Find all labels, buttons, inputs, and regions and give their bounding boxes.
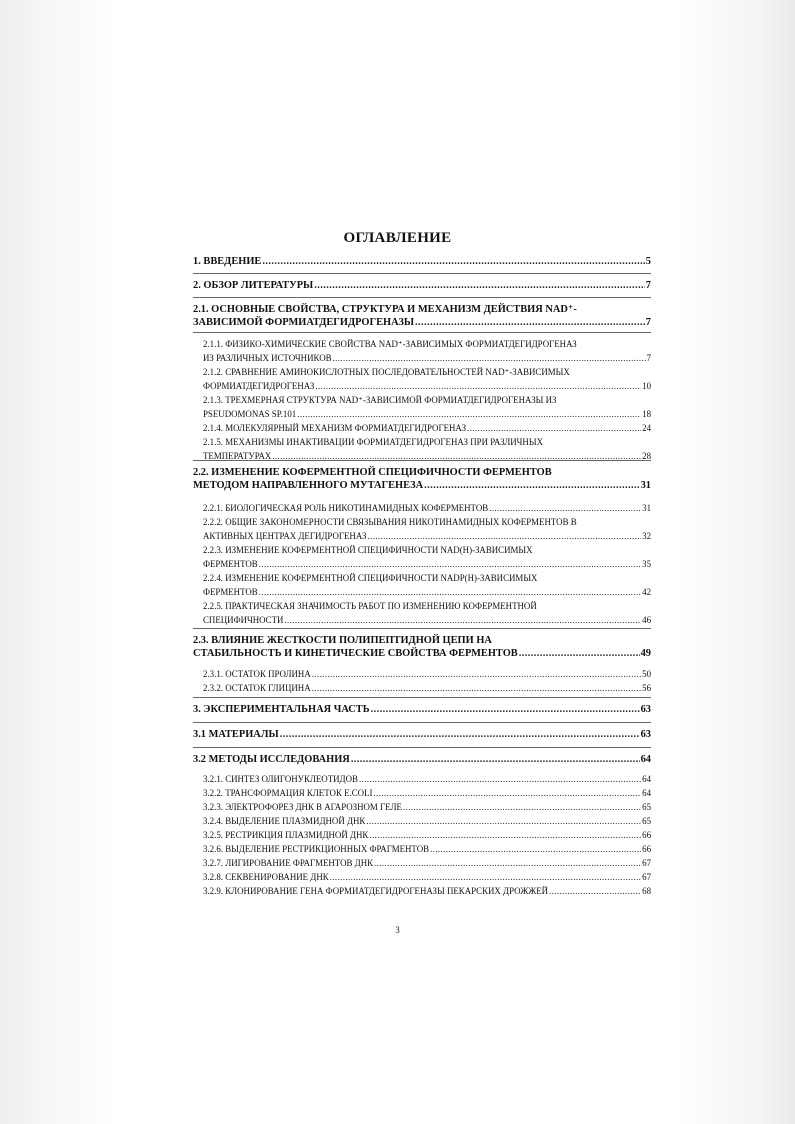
- toc-page-number: 10: [642, 380, 651, 391]
- toc-title: 1. ВВЕДЕНИЕ: [193, 256, 262, 267]
- toc-title-line: 2.2.2. ОБЩИЕ ЗАКОНОМЕРНОСТИ СВЯЗЫВАНИЯ НИКОТИНАМИДНЫХ КОФЕРМЕНТОВ В: [203, 517, 577, 527]
- toc-row: [193, 703, 651, 716]
- dot-leader: [333, 352, 646, 366]
- toc-section[interactable]: [193, 466, 651, 492]
- dot-leader: [374, 857, 641, 871]
- toc-title: 2.3.2. ОСТАТОК ГЛИЦИНА: [203, 683, 311, 693]
- toc-title: 3.2.2. ТРАНСФОРМАЦИЯ КЛЕТОК E.COLI: [203, 788, 373, 798]
- toc-row: [193, 352, 651, 366]
- toc-row: [193, 408, 651, 422]
- toc-row: [193, 530, 651, 544]
- dot-leader: [262, 255, 644, 268]
- toc-title: 3.2.4. ВЫДЕЛЕНИЕ ПЛАЗМИДНОЙ ДНК: [203, 816, 366, 826]
- toc-title: МЕТОДОМ НАПРАВЛЕННОГО МУТАГЕНЕЗА: [193, 480, 424, 491]
- toc-section[interactable]: [193, 703, 651, 716]
- toc-page-number: 56: [642, 683, 651, 693]
- dot-leader: [489, 502, 641, 516]
- toc-title: ФЕРМЕНТОВ: [203, 586, 258, 597]
- toc-page-number: 18: [642, 408, 651, 419]
- toc-subsection[interactable]: [193, 366, 651, 394]
- dot-leader: [351, 753, 640, 766]
- toc-title-line: 2.3. ВЛИЯНИЕ ЖЕСТКОСТИ ПОЛИПЕПТИДНОЙ ЦЕПИ НА: [193, 635, 492, 646]
- toc-row: [193, 787, 651, 801]
- toc-page-number: 63: [640, 729, 651, 740]
- dot-leader: [284, 614, 641, 628]
- toc-page-number: 42: [642, 586, 651, 597]
- toc-title-line: 2.1.3. ТРЕХМЕРНАЯ СТРУКТУРА NAD⁺-ЗАВИСИМОЙ ФОРМИАТДЕГИДРОГЕНАЗЫ ИЗ: [203, 395, 557, 405]
- toc-page-number: 24: [642, 423, 651, 433]
- toc-section[interactable]: [193, 255, 651, 268]
- toc-row: [193, 380, 651, 394]
- toc-subsection[interactable]: [193, 572, 651, 600]
- dot-leader: [330, 871, 641, 885]
- toc-title: 3.2.3. ЭЛЕКТРОФОРЕЗ ДНК В АГАРОЗНОМ ГЕЛЕ: [203, 802, 402, 812]
- dot-leader: [312, 682, 642, 696]
- toc-subsection[interactable]: [193, 668, 651, 682]
- toc-title: 3.2.1. СИНТЕЗ ОЛИГОНУКЛЕОТИДОВ: [203, 774, 358, 784]
- section-divider: [193, 697, 651, 698]
- toc-row: [193, 773, 651, 787]
- toc-subsection[interactable]: [193, 773, 651, 787]
- dot-leader: [367, 530, 641, 544]
- toc-row: [193, 279, 651, 292]
- toc-title-line: 2.1.2. СРАВНЕНИЕ АМИНОКИСЛОТНЫХ ПОСЛЕДОВАТЕЛЬНОСТЕЙ NAD⁺-ЗАВИСИМЫХ: [203, 367, 570, 377]
- toc-row: [193, 668, 651, 682]
- toc-row: [193, 885, 651, 899]
- toc-title-line: 2.1.5. МЕХАНИЗМЫ ИНАКТИВАЦИИ ФОРМИАТДЕГИДРОГЕНАЗ ПРИ РАЗЛИЧНЫХ: [203, 437, 543, 447]
- toc-subsection[interactable]: [193, 394, 651, 422]
- dot-leader: [549, 885, 641, 899]
- toc-subsection[interactable]: [193, 502, 651, 516]
- toc-page-number: 66: [642, 830, 651, 840]
- page-number: 3: [395, 925, 400, 935]
- toc-row: [193, 871, 651, 885]
- toc-subsection[interactable]: [193, 843, 651, 857]
- section-divider: [193, 747, 651, 748]
- toc-page-number: 46: [642, 614, 651, 625]
- toc-page-number: 65: [642, 802, 651, 812]
- toc-title: ФЕРМЕНТОВ: [203, 558, 258, 569]
- dot-leader: [259, 586, 641, 600]
- toc-page-number: 64: [640, 754, 651, 765]
- toc-subsection[interactable]: [193, 871, 651, 885]
- dot-leader: [315, 380, 641, 394]
- toc-subsection[interactable]: [193, 815, 651, 829]
- dot-leader: [373, 787, 641, 801]
- toc-row: [193, 479, 651, 492]
- toc-row: [193, 316, 651, 329]
- toc-row: [193, 843, 651, 857]
- toc-title: 2.1.4. МОЛЕКУЛЯРНЫЙ МЕХАНИЗМ ФОРМИАТДЕГИДРОГЕНАЗ: [203, 423, 467, 433]
- section-divider: [193, 722, 651, 723]
- toc-subsection[interactable]: [193, 600, 651, 628]
- toc-page-number: 31: [640, 480, 651, 491]
- section-divider: [193, 460, 651, 461]
- toc-title: ФОРМИАТДЕГИДРОГЕНАЗ: [203, 380, 315, 391]
- toc-row: [193, 815, 651, 829]
- toc-title-line: 2.1. ОСНОВНЫЕ СВОЙСТВА, СТРУКТУРА И МЕХАНИЗМ ДЕЙСТВИЯ NAD⁺-: [193, 304, 577, 315]
- toc-page-number: 67: [642, 872, 651, 882]
- dot-leader: [403, 801, 641, 815]
- toc-subsection[interactable]: [193, 516, 651, 544]
- dot-leader: [280, 728, 640, 741]
- section-divider: [193, 332, 651, 333]
- toc-subsection[interactable]: [193, 422, 651, 436]
- toc-row: [193, 753, 651, 766]
- toc-subsection[interactable]: [193, 338, 651, 366]
- toc-page-number: 68: [642, 886, 651, 896]
- toc-page-number: 64: [642, 774, 651, 784]
- toc-page-number: 32: [642, 530, 651, 541]
- toc-section[interactable]: [193, 303, 651, 329]
- toc-row: [193, 857, 651, 871]
- toc-subsection[interactable]: [193, 801, 651, 815]
- toc-title-line: 2.2.3. ИЗМЕНЕНИЕ КОФЕРМЕНТНОЙ СПЕЦИФИЧНОСТИ NAD(H)-ЗАВИСИМЫХ: [203, 545, 533, 555]
- toc-page-number: 7: [645, 280, 651, 291]
- toc-page-number: 66: [642, 844, 651, 854]
- toc-page-number: 65: [642, 816, 651, 826]
- toc-row: [193, 502, 651, 516]
- toc-title: 3.2.5. РЕСТРИКЦИЯ ПЛАЗМИДНОЙ ДНК: [203, 830, 369, 840]
- toc-title: АКТИВНЫХ ЦЕНТРАХ ДЕГИДРОГЕНАЗ: [203, 530, 367, 541]
- toc-page-number: 63: [640, 704, 651, 715]
- toc-title: ЗАВИСИМОЙ ФОРМИАТДЕГИДРОГЕНАЗЫ: [193, 317, 415, 328]
- toc-subsection[interactable]: [193, 885, 651, 899]
- toc-title: 3.2.7. ЛИГИРОВАНИЕ ФРАГМЕНТОВ ДНК: [203, 858, 374, 868]
- toc-row: [193, 422, 651, 436]
- toc-page-number: 5: [645, 256, 651, 267]
- toc-row: [193, 682, 651, 696]
- toc-page-number: 49: [640, 648, 651, 659]
- toc-page-number: 35: [642, 558, 651, 569]
- toc-title-line: 2.2.5. ПРАКТИЧЕСКАЯ ЗНАЧИМОСТЬ РАБОТ ПО ИЗМЕНЕНИЮ КОФЕРМЕНТНОЙ: [203, 601, 537, 611]
- toc-row: [193, 829, 651, 843]
- dot-leader: [430, 843, 641, 857]
- toc-page-number: 67: [642, 858, 651, 868]
- toc-title: 3.2.9. КЛОНИРОВАНИЕ ГЕНА ФОРМИАТДЕГИДРОГЕНАЗЫ ПЕКАРСКИХ ДРОЖЖЕЙ: [203, 886, 549, 896]
- toc-row: [193, 614, 651, 628]
- toc-title-line: 2.2. ИЗМЕНЕНИЕ КОФЕРМЕНТНОЙ СПЕЦИФИЧНОСТИ ФЕРМЕНТОВ: [193, 467, 552, 478]
- toc-subsection[interactable]: [193, 544, 651, 572]
- section-divider: [193, 628, 651, 629]
- dot-leader: [366, 815, 641, 829]
- toc-title: 3. ЭКСПЕРИМЕНТАЛЬНАЯ ЧАСТЬ: [193, 704, 370, 715]
- toc-page-number: 64: [642, 788, 651, 798]
- toc-title: 2.3.1. ОСТАТОК ПРОЛИНА: [203, 669, 311, 679]
- toc-title: 3.2.8. СЕКВЕНИРОВАНИЕ ДНК: [203, 872, 329, 882]
- toc-page-number: 28: [642, 450, 651, 461]
- toc-title: 2. ОБЗОР ЛИТЕРАТУРЫ: [193, 280, 314, 291]
- toc-section[interactable]: [193, 279, 651, 292]
- toc-section[interactable]: [193, 753, 651, 766]
- section-divider: [193, 273, 651, 274]
- toc-title: 3.2.6. ВЫДЕЛЕНИЕ РЕСТРИКЦИОННЫХ ФРАГМЕНТОВ: [203, 844, 430, 854]
- dot-leader: [314, 279, 645, 292]
- toc-title: PSEUDOMONAS SP.101: [203, 408, 297, 419]
- toc-page-number: 50: [642, 669, 651, 679]
- toc-title: ИЗ РАЗЛИЧНЫХ ИСТОЧНИКОВ: [203, 352, 332, 363]
- dot-leader: [369, 829, 641, 843]
- toc-section[interactable]: [193, 728, 651, 741]
- toc-title: 3.1 МАТЕРИАЛЫ: [193, 729, 279, 740]
- toc-title-line: 2.2.4. ИЗМЕНЕНИЕ КОФЕРМЕНТНОЙ СПЕЦИФИЧНОСТИ NADP(H)-ЗАВИСИМЫХ: [203, 573, 538, 583]
- dot-leader: [312, 668, 641, 682]
- section-divider: [193, 297, 651, 298]
- toc-title: СТАБИЛЬНОСТЬ И КИНЕТИЧЕСКИЕ СВОЙСТВА ФЕРМЕНТОВ: [193, 648, 518, 659]
- toc-title: ТЕМПЕРАТУРАХ: [203, 450, 272, 461]
- toc-row: [193, 450, 651, 464]
- toc-row: [193, 728, 651, 741]
- toc-row: [193, 558, 651, 572]
- toc-subsection[interactable]: [193, 829, 651, 843]
- dot-leader: [297, 408, 641, 422]
- dot-leader: [519, 647, 640, 660]
- dot-leader: [359, 773, 641, 787]
- toc-page-number: 7: [645, 317, 651, 328]
- toc-row: [193, 586, 651, 600]
- toc-subsection[interactable]: [193, 787, 651, 801]
- dot-leader: [272, 450, 641, 464]
- toc-row: [193, 647, 651, 660]
- dot-leader: [415, 316, 645, 329]
- toc-page-number: 7: [646, 352, 651, 363]
- toc-title: 3.2 МЕТОДЫ ИССЛЕДОВАНИЯ: [193, 754, 350, 765]
- toc-row: [193, 801, 651, 815]
- toc-subsection[interactable]: [193, 857, 651, 871]
- toc-title-line: 2.1.1. ФИЗИКО-ХИМИЧЕСКИЕ СВОЙСТВА NAD⁺-ЗАВИСИМЫХ ФОРМИАТДЕГИДРОГЕНАЗ: [203, 339, 577, 349]
- page-title: ОГЛАВЛЕНИЕ: [343, 230, 452, 246]
- toc-subsection[interactable]: [193, 682, 651, 696]
- dot-leader: [259, 558, 641, 572]
- toc-section[interactable]: [193, 634, 651, 660]
- toc-title: СПЕЦИФИЧНОСТИ: [203, 614, 284, 625]
- dot-leader: [467, 422, 641, 436]
- toc-row: [193, 255, 651, 268]
- dot-leader: [371, 703, 640, 716]
- toc-title: 2.2.1. БИОЛОГИЧЕСКАЯ РОЛЬ НИКОТИНАМИДНЫХ КОФЕРМЕНТОВ: [203, 503, 489, 513]
- dot-leader: [424, 479, 639, 492]
- toc-page-number: 31: [642, 503, 651, 513]
